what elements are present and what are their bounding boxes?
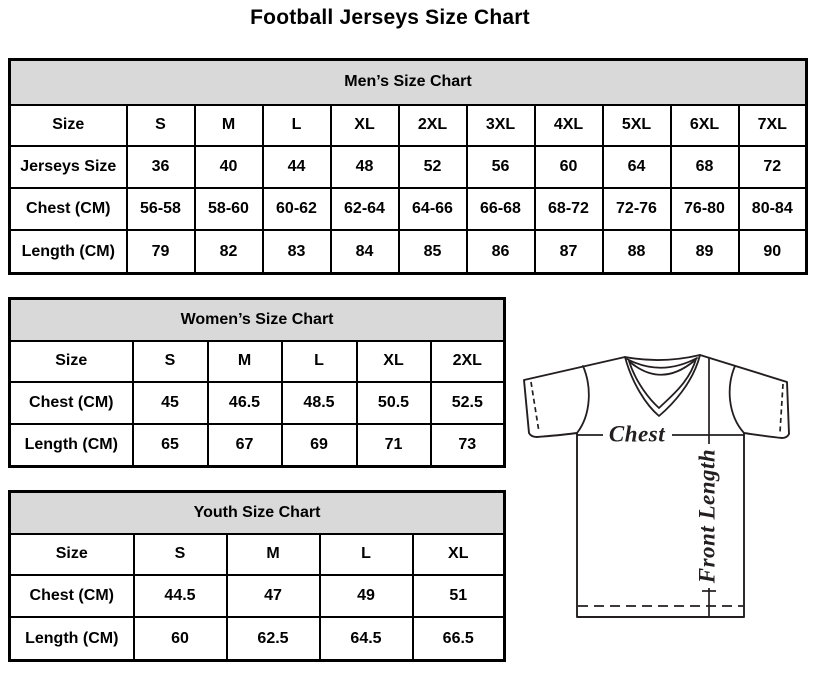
value-cell: 51 [413,575,505,617]
value-cell: 60 [134,617,227,660]
value-cell: 44.5 [134,575,227,617]
table-row [10,188,807,230]
size-column-header-cell: M [208,341,282,383]
value-cell: 46.5 [208,382,282,424]
size-row-label-cell: Size [10,534,134,576]
value-cell: 62-64 [331,188,399,230]
size-column-header-cell: M [227,534,320,576]
value-cell: 85 [399,230,467,273]
value-cell: 73 [431,424,505,467]
size-column-header-cell: S [134,534,227,576]
size-column-header-cell: XL [413,534,505,576]
table-row [10,575,505,617]
table-row [10,617,505,660]
jersey-measurement-diagram [515,335,815,675]
value-cell: 56-58 [127,188,195,230]
value-cell: 52.5 [431,382,505,424]
value-cell: 76-80 [671,188,739,230]
size-column-header-cell: S [127,105,195,147]
value-cell: 66-68 [467,188,535,230]
value-cell: 47 [227,575,320,617]
front-length-label: Front Length [694,448,720,584]
value-cell: 40 [195,146,263,188]
row-label-cell: Length (CM) [10,424,133,467]
value-cell: 88 [603,230,671,273]
chest-label: Chest [608,421,666,447]
size-column-header-cell: 7XL [739,105,807,147]
size-column-header-cell: 2XL [431,341,505,383]
size-row-label-cell: Size [10,105,127,147]
value-cell: 87 [535,230,603,273]
value-cell: 48.5 [282,382,357,424]
value-cell: 60 [535,146,603,188]
size-column-header-cell: 2XL [399,105,467,147]
size-column-header-cell: M [195,105,263,147]
value-cell: 90 [739,230,807,273]
row-label-cell: Chest (CM) [10,575,134,617]
size-column-header-cell: XL [357,341,431,383]
value-cell: 84 [331,230,399,273]
size-column-header-cell: L [282,341,357,383]
value-cell: 64-66 [399,188,467,230]
value-cell: 45 [133,382,208,424]
size-column-header-cell: S [133,341,208,383]
value-cell: 64 [603,146,671,188]
value-cell: 72 [739,146,807,188]
value-cell: 66.5 [413,617,505,660]
row-label-cell: Chest (CM) [10,382,133,424]
value-cell: 80-84 [739,188,807,230]
value-cell: 68 [671,146,739,188]
value-cell: 60-62 [263,188,331,230]
value-cell: 49 [320,575,413,617]
row-label-cell: Length (CM) [10,617,134,660]
row-label-cell: Chest (CM) [10,188,127,230]
size-column-header-cell: 5XL [603,105,671,147]
value-cell: 65 [133,424,208,467]
value-cell: 68-72 [535,188,603,230]
size-column-header-cell: 6XL [671,105,739,147]
womens-size-table [8,297,506,468]
size-column-header-cell: 4XL [535,105,603,147]
jersey-outline-shape [524,355,789,617]
value-cell: 62.5 [227,617,320,660]
table-row [10,105,807,147]
row-label-cell: Jerseys Size [10,146,127,188]
value-cell: 36 [127,146,195,188]
women-section-header: Women’s Size Chart [10,299,505,341]
value-cell: 48 [331,146,399,188]
table-row [10,146,807,188]
size-column-header-cell: L [320,534,413,576]
table-row [10,230,807,273]
value-cell: 58-60 [195,188,263,230]
value-cell: 82 [195,230,263,273]
value-cell: 83 [263,230,331,273]
value-cell: 50.5 [357,382,431,424]
table-row [10,534,505,576]
mens-size-table [8,58,808,275]
value-cell: 71 [357,424,431,467]
youth-size-table [8,490,506,662]
value-cell: 72-76 [603,188,671,230]
value-cell: 79 [127,230,195,273]
value-cell: 86 [467,230,535,273]
value-cell: 44 [263,146,331,188]
size-column-header-cell: L [263,105,331,147]
size-column-header-cell: XL [331,105,399,147]
value-cell: 56 [467,146,535,188]
page-title: Football Jerseys Size Chart [250,6,530,29]
table-row [10,341,505,383]
men-section-header: Men’s Size Chart [10,60,807,105]
size-row-label-cell: Size [10,341,133,383]
youth-section-header: Youth Size Chart [10,492,505,534]
size-column-header-cell: 3XL [467,105,535,147]
row-label-cell: Length (CM) [10,230,127,273]
value-cell: 69 [282,424,357,467]
value-cell: 52 [399,146,467,188]
table-row [10,382,505,424]
value-cell: 64.5 [320,617,413,660]
value-cell: 89 [671,230,739,273]
value-cell: 67 [208,424,282,467]
table-row [10,424,505,467]
